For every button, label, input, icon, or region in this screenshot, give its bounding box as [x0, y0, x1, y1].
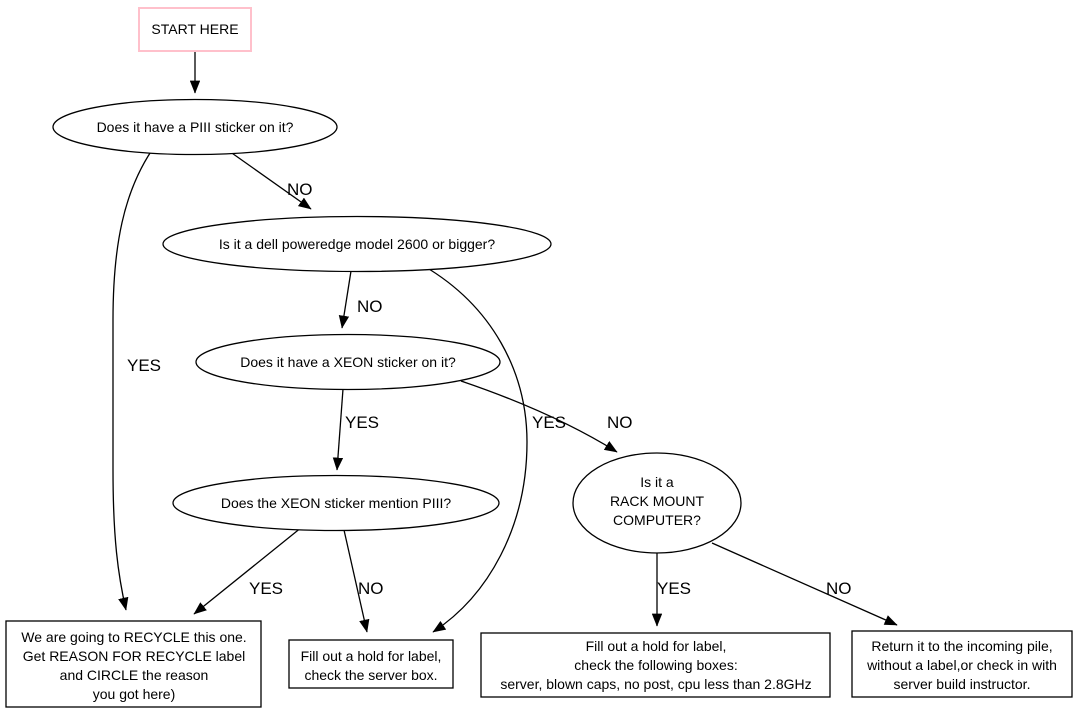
hold-server-label-line1: Fill out a hold for label,: [300, 648, 442, 664]
recycle-label-line4: you got here): [92, 686, 176, 702]
recycle-label-line1: We are going to RECYCLE this one.: [21, 629, 247, 645]
return-pile-label-line3: server build instructor.: [893, 676, 1031, 692]
edge-xeon-piii-yes: [194, 527, 302, 614]
edge-poweredge-yes: [424, 266, 527, 632]
edge-label-rackmount-no: NO: [826, 579, 852, 598]
edge-label-rackmount-yes: YES: [657, 579, 692, 598]
edge-label-xeon-piii-no: NO: [358, 579, 384, 598]
node-outcome-return-pile: [852, 631, 1072, 697]
node-question-poweredge: [163, 217, 551, 272]
edge-label-piii-no: NO: [287, 180, 313, 199]
hold-checkboxes-label-line3: server, blown caps, no post, cpu less than 2.8GHz: [500, 676, 812, 692]
edge-piii-yes: [113, 150, 152, 610]
edge-label-xeon-piii-yes: YES: [249, 579, 284, 598]
node-start: [139, 8, 251, 51]
edge-rackmount-no: [712, 543, 897, 625]
node-outcome-recycle: [6, 621, 261, 707]
node-question-xeon: [196, 335, 500, 390]
poweredge-label: Is it a dell poweredge model 2600 or bigger?: [218, 236, 496, 252]
node-outcome-hold-checkboxes: [481, 633, 830, 697]
hold-checkboxes-label-line2: check the following boxes:: [574, 657, 738, 673]
hold-checkboxes-label-line1: Fill out a hold for label,: [585, 638, 727, 654]
node-question-xeon-piii: [173, 476, 499, 531]
recycle-label-line2: Get REASON FOR RECYCLE label: [22, 648, 246, 664]
edge-label-poweredge-no: NO: [357, 297, 383, 316]
xeon-piii-label: Does the XEON sticker mention PIII?: [220, 495, 452, 511]
edge-label-piii-yes: YES: [127, 356, 162, 375]
edge-label-poweredge-yes: YES: [532, 413, 567, 432]
edge-poweredge-no: [342, 271, 351, 328]
return-pile-label-line2: without a label,or check in with: [867, 657, 1057, 673]
return-pile-label-line1: Return it to the incoming pile,: [871, 638, 1053, 654]
rackmount-label-line3: COMPUTER?: [613, 512, 701, 528]
rackmount-label-line2: RACK MOUNT: [609, 493, 705, 509]
rackmount-label-line1: Is it a: [640, 474, 674, 490]
start-label: START HERE: [151, 21, 239, 37]
piii-label: Does it have a PIII sticker on it?: [96, 119, 294, 135]
node-question-piii: [53, 100, 337, 155]
hold-server-label-line2: check the server box.: [304, 667, 438, 683]
node-question-rackmount: [573, 453, 741, 553]
edge-xeon-yes: [337, 389, 343, 470]
edge-label-xeon-no: NO: [607, 413, 633, 432]
node-outcome-hold-server: [289, 640, 453, 688]
edge-label-xeon-yes: YES: [345, 413, 380, 432]
xeon-label: Does it have a XEON sticker on it?: [240, 354, 456, 370]
recycle-label-line3: and CIRCLE the reason: [59, 667, 209, 683]
